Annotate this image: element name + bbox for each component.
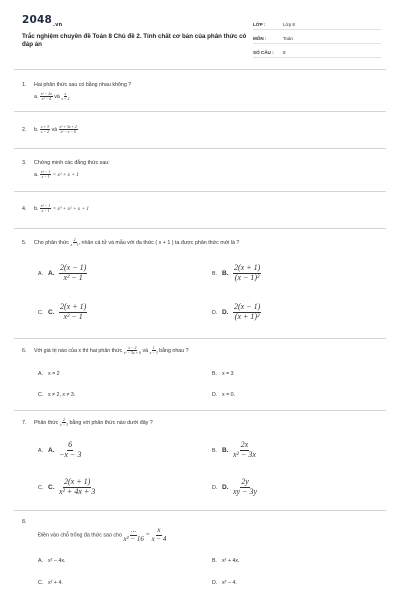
option-text: x = 3 (222, 371, 234, 377)
option-letter: C. (38, 484, 44, 491)
option-letter: D. (212, 309, 218, 316)
connector-text: và (54, 94, 60, 101)
denominator: (x + 1)² (234, 311, 260, 321)
numerator: 2 (63, 418, 65, 422)
denominator: x² − 5x + 6 (123, 351, 142, 356)
denominator: x² − 1 (63, 311, 83, 321)
meta-value: 8 (283, 50, 286, 55)
option-letter-bold: D. (222, 308, 229, 316)
part-label: a. (34, 94, 39, 101)
part-label: a. (34, 172, 39, 179)
question-3 (22, 160, 110, 167)
fraction (59, 303, 87, 322)
answer-option-d[interactable] (212, 303, 261, 322)
divider (14, 148, 386, 149)
divider (14, 228, 386, 229)
denominator: x − 4 (151, 534, 167, 543)
divider (14, 510, 386, 511)
connector-text: và (142, 348, 149, 355)
option-letter: D. (212, 580, 218, 586)
fraction (61, 92, 69, 101)
equals-sign: = (145, 530, 151, 539)
divider (14, 410, 386, 411)
site-logo[interactable] (22, 14, 62, 28)
numerator: x − 2 (128, 346, 137, 350)
fraction (60, 418, 68, 427)
question-number: 3. (22, 160, 27, 166)
numerator: x (64, 92, 67, 96)
option-letter-bold: A. (48, 269, 55, 277)
option-text: x² − 4x. (48, 558, 66, 564)
denominator: x − 1 (41, 209, 50, 214)
denominator: x − 3 (149, 351, 158, 356)
fraction (59, 264, 87, 283)
answer-option-a[interactable] (38, 441, 81, 460)
fraction (40, 204, 51, 213)
fraction (124, 346, 141, 355)
option-letter: C. (38, 392, 44, 398)
divider (14, 338, 386, 339)
fraction (40, 92, 53, 101)
question-number: 6. (22, 348, 27, 355)
meta-label: MÔN : (253, 36, 267, 41)
question-text: , nhân cả tử và mẫu với đa thức ( x + 1 ) ta được phân thức mới là ? (78, 240, 240, 247)
divider (14, 111, 386, 112)
option-letter: A. (38, 447, 44, 454)
meta-row-subject (253, 30, 381, 44)
denominator: xy − 3y (232, 486, 258, 496)
answer-option-b[interactable] (212, 371, 234, 377)
option-letter: C. (38, 309, 44, 316)
question-text: Chứng minh các đẳng thức sau: (34, 160, 110, 166)
numerator: x² − 2x (40, 92, 52, 96)
option-letter: A. (38, 270, 44, 277)
question-5 (22, 238, 382, 247)
answer-option-b[interactable] (212, 441, 256, 460)
answer-option-c[interactable] (38, 392, 75, 398)
question-number: 4. (22, 206, 27, 213)
question-number: 8. (22, 519, 27, 525)
answer-option-c[interactable] (38, 303, 87, 322)
denominator: x − 3 (59, 423, 68, 428)
answer-option-a[interactable] (38, 264, 87, 283)
meta-row-class (253, 16, 381, 30)
option-letter: A. (38, 558, 44, 564)
page-title: Trắc nghiệm chuyên đề Toán 8 Chủ đề 2. Tính chất cơ bản của phân thức có đáp án (22, 33, 247, 48)
denominator: x² − x − 6 (60, 130, 76, 135)
option-letter: B. (212, 371, 218, 377)
question-3-part-a (34, 170, 79, 179)
fraction (40, 125, 50, 134)
option-letter: C. (38, 580, 44, 586)
part-label: b. (34, 127, 39, 134)
option-text: x ≠ 2, x ≠ 3. (48, 392, 76, 398)
numerator: x + 3 (40, 125, 49, 129)
denominator: x + 2 (61, 97, 70, 102)
numerator: 2(x − 1) (59, 263, 87, 272)
part-label: b. (34, 206, 39, 213)
option-letter-bold: A. (48, 446, 55, 454)
answer-option-b[interactable] (212, 264, 261, 283)
question-number: 5. (22, 240, 27, 247)
question-text: Với giá trị nào của x thì hai phân thức (34, 348, 123, 355)
answer-option-a[interactable] (38, 371, 60, 377)
numerator: 2(x + 1) (233, 263, 261, 272)
option-letter-bold: B. (222, 269, 229, 277)
numerator: x³ − 1 (40, 204, 51, 208)
answer-option-a[interactable] (38, 558, 66, 564)
option-letter: B. (212, 447, 218, 454)
numerator: 2y (241, 477, 249, 486)
fraction (40, 170, 51, 179)
denominator: x² + 4x + 3 (58, 486, 96, 496)
question-text: Cho phân thức (34, 240, 70, 247)
question-2 (22, 125, 78, 134)
fraction (59, 478, 95, 497)
numerator: x² + 3x + 2 (59, 125, 77, 129)
question-text: Phân thức (34, 420, 59, 427)
connector-text: và (51, 127, 58, 134)
question-number: 1. (22, 82, 27, 88)
denominator: x − 2 (40, 130, 49, 135)
question-7 (22, 418, 382, 427)
numerator: 2(x + 1) (63, 477, 91, 486)
question-1-part-a (34, 92, 69, 101)
logo-suffix: .vn (53, 22, 63, 29)
answer-option-d[interactable] (212, 392, 235, 398)
answer-option-d[interactable] (212, 478, 257, 497)
question-4 (22, 204, 89, 213)
numerator: 2(x − 1) (233, 302, 261, 311)
meta-label: SỐ CÂU : (253, 50, 274, 55)
fraction (59, 441, 81, 460)
question-number: 7. (22, 420, 27, 427)
meta-row-count (253, 44, 381, 58)
fraction (233, 441, 256, 460)
option-letter: D. (212, 484, 218, 491)
option-text: x = 2 (48, 371, 60, 377)
meta-value: Lớp 8 (283, 22, 295, 27)
numerator: 1 (152, 346, 155, 350)
question-text: Hai phân thức sau có bằng nhau không ? (34, 82, 132, 88)
option-letter: B. (212, 558, 218, 564)
meta-table (253, 16, 381, 58)
fraction (233, 264, 261, 283)
numerator: x (157, 526, 161, 534)
answer-option-c[interactable] (38, 478, 95, 497)
question-6 (22, 346, 382, 355)
question-8 (38, 527, 166, 543)
numerator: x³ − 1 (40, 170, 51, 174)
option-letter-bold: C. (48, 308, 55, 316)
option-text: x = 0. (222, 392, 236, 398)
option-letter-bold: C. (48, 483, 55, 491)
fraction (152, 527, 167, 543)
divider (14, 191, 386, 192)
option-letter: B. (212, 270, 218, 277)
meta-value: Toán (283, 36, 293, 41)
question-1 (22, 82, 131, 89)
equation-rhs: = x³ + x² + x + 1 (52, 206, 90, 213)
option-text: x² − 4. (222, 580, 237, 586)
fraction (233, 478, 257, 497)
fraction (71, 238, 79, 247)
denominator: x² − 3x (232, 449, 256, 459)
option-letter-bold: D. (222, 483, 229, 491)
numerator: 2(x + 1) (59, 302, 87, 311)
answer-option-b[interactable] (212, 558, 240, 564)
logo-text: 2048 (22, 14, 53, 26)
numerator: ... (131, 526, 137, 534)
answer-option-c[interactable] (38, 580, 63, 586)
option-letter: A. (38, 371, 44, 377)
denominator: −x − 3 (58, 449, 82, 459)
denominator: x − 1 (70, 243, 79, 248)
divider (14, 69, 386, 70)
fraction (123, 527, 143, 543)
question-8-number (22, 519, 34, 526)
denominator: x − 1 (41, 175, 50, 180)
fraction (59, 125, 78, 134)
equation-rhs: = x² + x + 1 (52, 172, 79, 179)
numerator: 2 (73, 238, 76, 242)
denominator: x² − 16 (123, 534, 144, 543)
denominator: x² − 1 (63, 272, 83, 282)
question-text: bằng với phân thức nào dưới đây ? (69, 420, 153, 427)
question-text: Điền vào chỗ trống đa thức sao cho (38, 532, 122, 539)
numerator: 2x (240, 440, 249, 449)
denominator: x² − 4 (41, 97, 51, 102)
option-text: x² + 4x. (222, 558, 240, 564)
fraction (233, 303, 261, 322)
option-letter: D. (212, 392, 218, 398)
question-number: 2. (22, 127, 27, 134)
denominator: (x − 1)² (234, 272, 260, 282)
fraction (150, 346, 158, 355)
numerator: 6 (68, 440, 73, 449)
option-letter-bold: B. (222, 446, 229, 454)
option-text: x² + 4. (48, 580, 63, 586)
meta-label: LỚP : (253, 22, 266, 27)
question-text: bằng nhau ? (159, 348, 189, 355)
answer-option-d[interactable] (212, 580, 237, 586)
